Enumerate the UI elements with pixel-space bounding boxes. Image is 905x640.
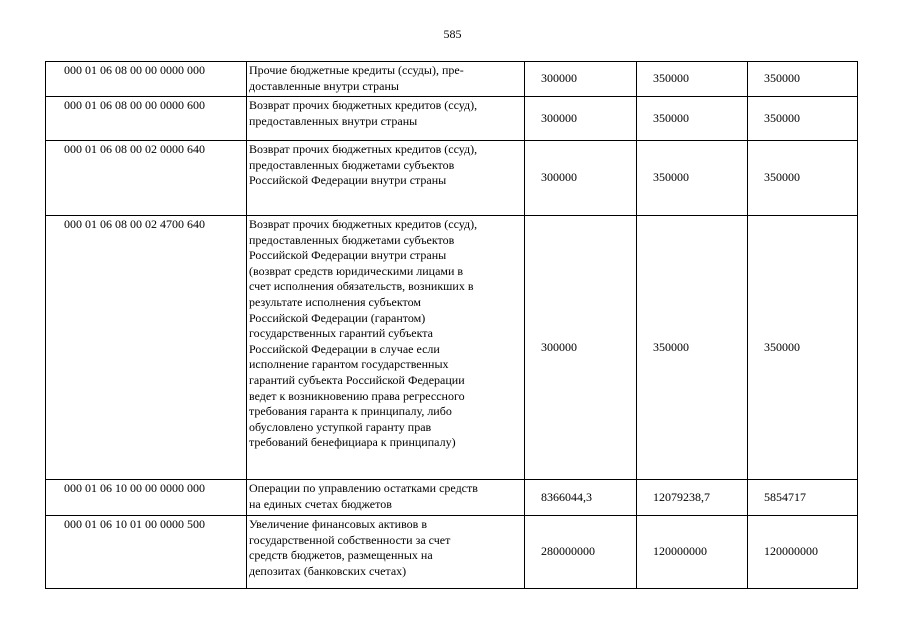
table-row: [46, 97, 858, 141]
value-col-2: 350000: [637, 216, 748, 480]
table-row: [46, 141, 858, 216]
row-name-line: Прочие бюджетные кредиты (ссуды), пре-: [249, 63, 464, 77]
row-name-line: средств бюджетов, размещенных на: [249, 548, 433, 563]
value-col-3: 350000: [748, 97, 858, 141]
row-code: 000 01 06 10 01 00 0000 500: [46, 516, 247, 589]
value-col-3: 5854717: [748, 480, 858, 516]
table-row: [46, 62, 858, 97]
row-name-line: Увеличение финансовых активов в: [249, 517, 428, 531]
row-code: 000 01 06 08 00 02 0000 640: [46, 141, 247, 216]
value-col-2: 350000: [637, 97, 748, 141]
row-name-line: обусловлено уступкой гаранту прав: [249, 419, 432, 434]
row-code: 000 01 06 08 00 00 0000 000: [46, 62, 247, 97]
row-code: 000 01 06 08 00 02 4700 640: [46, 216, 247, 480]
row-name-line: предоставленных внутри страны: [249, 113, 418, 128]
value-col-1: 300000: [525, 97, 637, 141]
table-row: [46, 516, 858, 589]
value-col-3: 350000: [748, 216, 858, 480]
row-name-line: результате исполнения субъектом: [249, 294, 421, 309]
value-col-1: 300000: [525, 62, 637, 97]
row-name-line: исполнение гарантом государственных: [249, 357, 449, 372]
value-col-3: 350000: [748, 141, 858, 216]
row-name-line: Возврат прочих бюджетных кредитов (ссуд),: [249, 142, 478, 156]
value-col-2: 12079238,7: [637, 480, 748, 516]
row-name: [247, 516, 525, 589]
row-name-line: (возврат средств юридическими лицами в: [249, 263, 464, 278]
value-col-1: 8366044,3: [525, 480, 637, 516]
value-col-3: 350000: [748, 62, 858, 97]
row-name-line: счет исполнения обязательств, возникших в: [249, 279, 474, 294]
row-name-line: требования гаранта к принципалу, либо: [249, 404, 452, 419]
value-col-1: 300000: [525, 141, 637, 216]
row-code: 000 01 06 08 00 00 0000 600: [46, 97, 247, 141]
row-name-line: требований бенефициара к принципалу): [249, 435, 456, 450]
row-name-line: Российской Федерации в случае если: [249, 341, 440, 356]
row-code: 000 01 06 10 00 00 0000 000: [46, 480, 247, 516]
row-name-line: доставленные внутри страны: [249, 78, 399, 93]
value-col-3: 120000000: [748, 516, 858, 589]
table-row: [46, 480, 858, 516]
row-name-line: Российской Федерации (гарантом): [249, 310, 426, 325]
row-name-line: на единых счетах бюджетов: [249, 496, 392, 511]
value-col-2: 120000000: [637, 516, 748, 589]
row-name-line: ведет к возникновению права регрессного: [249, 388, 465, 403]
page-number: 585: [443, 27, 462, 41]
value-col-1: 300000: [525, 216, 637, 480]
row-name-line: Российской Федерации внутри страны: [249, 173, 447, 188]
row-name: [247, 97, 525, 141]
row-name-line: государственных гарантий субъекта: [249, 326, 433, 341]
table-row: [46, 216, 858, 480]
value-col-1: 280000000: [525, 516, 637, 589]
row-name-line: предоставленных бюджетами субъектов: [249, 157, 455, 172]
row-name-line: Возврат прочих бюджетных кредитов (ссуд),: [249, 98, 478, 112]
row-name-line: гарантий субъекта Российской Федерации: [249, 372, 465, 387]
row-name-line: Операции по управлению остатками средств: [249, 481, 478, 495]
value-col-2: 350000: [637, 62, 748, 97]
row-name: [247, 216, 525, 480]
row-name-line: Российской Федерации внутри страны: [249, 248, 447, 263]
row-name-line: предоставленных бюджетами субъектов: [249, 232, 455, 247]
row-name-line: Возврат прочих бюджетных кредитов (ссуд),: [249, 217, 478, 231]
row-name: [247, 141, 525, 216]
row-name-line: депозитах (банковских счетах): [249, 563, 407, 578]
row-name: [247, 62, 525, 97]
value-col-2: 350000: [637, 141, 748, 216]
row-name-line: государственной собственности за счет: [249, 532, 451, 547]
budget-table: [45, 61, 858, 589]
row-name: [247, 480, 525, 516]
